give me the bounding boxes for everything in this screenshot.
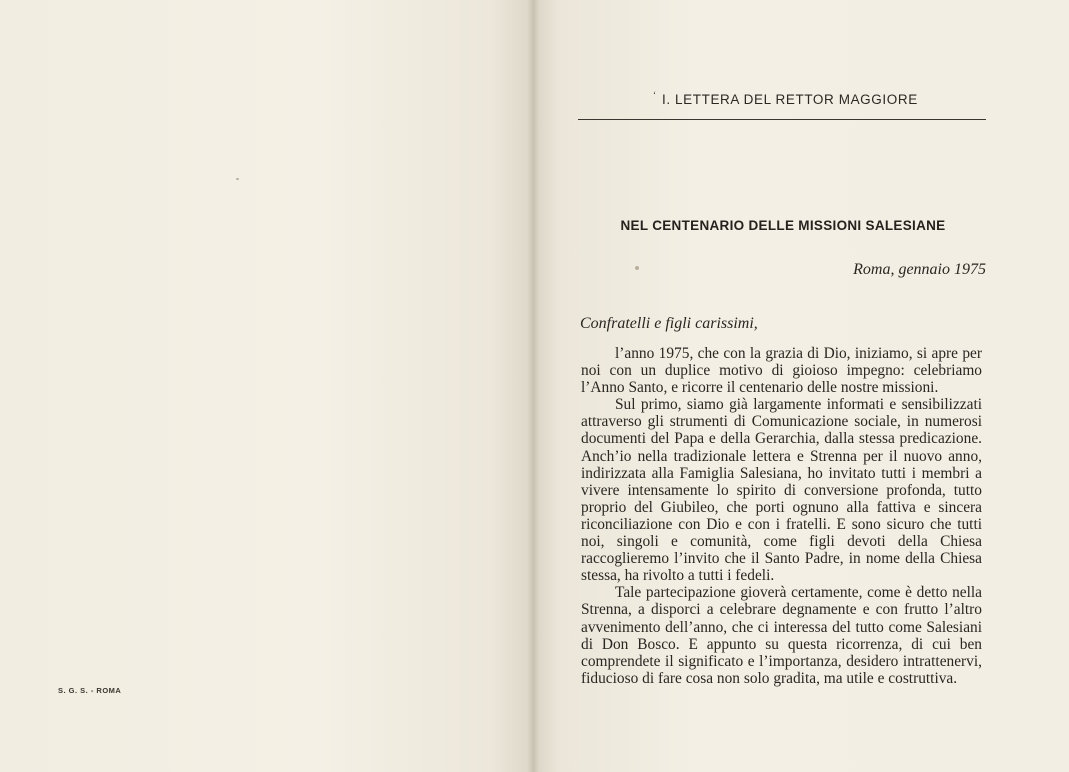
paragraph: l’anno 1975, che con la grazia di Dio, iniziamo, si apre per noi con un duplice motivo di gioioso impegno: celebriamo l’Anno Santo, e ricorre il centenario delle nostre missioni. <box>581 345 982 397</box>
letter-body <box>581 345 982 687</box>
printer-mark: S. G. S. - ROMA <box>58 686 122 695</box>
paper-speck <box>236 178 239 180</box>
running-head: I. LETTERA DEL RETTOR MAGGIORE <box>662 92 918 107</box>
left-page <box>0 0 533 772</box>
running-head-mark: ‘ <box>653 90 656 100</box>
paragraph: Sul primo, siamo già largamente informati e sensibilizzati attraverso gli strumenti di Comunicazione sociale, in numerosi documenti del Papa e della Gerarchia, dalla stessa predicazione. Anch’io nella tradizionale lettera e Strenna per il nuovo anno, indirizzata alla Famiglia Salesiana, ho invitato tutti i membri a vivere intensamente lo spirito di conversione profonda, tutto proprio del Giubileo, che porti ognuno alla fattiva e sincera riconciliazione con Dio e con i fratelli. E sono sicuro che tutti noi, singoli e comunità, come figli devoti della Chiesa raccoglieremo l’invito che il Santo Padre, in nome della Chiesa stessa, ha rivolto a tutti i fedeli. <box>581 396 982 585</box>
salutation: Confratelli e figli carissimi, <box>580 315 758 332</box>
dateline: Roma, gennaio 1975 <box>853 261 986 278</box>
book-gutter <box>527 0 539 772</box>
paper-speck <box>635 266 639 270</box>
paragraph: Tale partecipazione gioverà certamente, come è detto nella Strenna, a disporci a celebrare degnamente e con frutto l’altro avvenimento dell’anno, che ci interessa del tutto come Salesiani di Don Bosco. E appunto su questa ricorrenza, di cui ben comprendete il significato e l’importanza, desidero intrattenervi, fiducioso di fare cosa non solo gradita, ma utile e costruttiva. <box>581 584 982 687</box>
header-rule <box>578 119 986 120</box>
letter-title: NEL CENTENARIO DELLE MISSIONI SALESIANE <box>620 218 946 233</box>
